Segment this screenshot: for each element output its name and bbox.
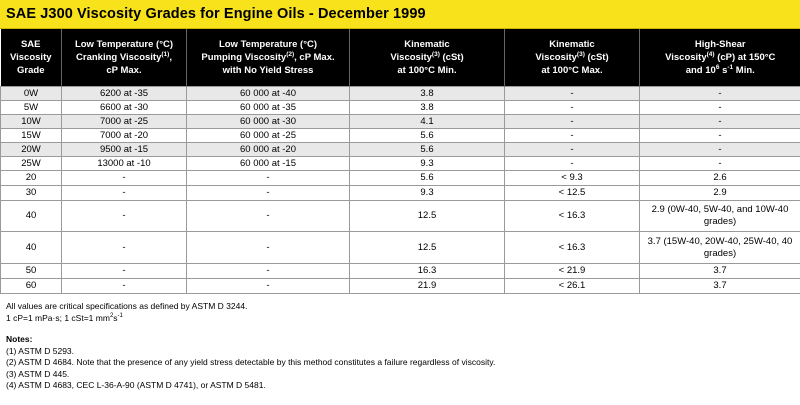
table-row (1, 279, 800, 294)
header-pumping-viscosity: Low Temperature (°C) Pumping Viscosity$^{(2)}$, cP Max. with No Yield Stress (187, 29, 350, 87)
cell-kin-min: 12.5 (350, 232, 505, 264)
cell-grade: 30 (1, 186, 62, 201)
cell-kin-max: < 9.3 (505, 171, 640, 186)
header-cranking-viscosity: Low Temperature (°C) Cranking Viscosity$^{(1)}$, cP Max. (62, 29, 187, 87)
table-row (1, 264, 800, 279)
cell-pumping: 60 000 at -30 (187, 115, 350, 129)
cell-kin-min: 21.9 (350, 279, 505, 294)
cell-pumping: 60 000 at -35 (187, 101, 350, 115)
table-header (1, 29, 800, 87)
cell-kin-min: 5.6 (350, 143, 505, 157)
cell-high-shear: - (640, 129, 800, 143)
cell-high-shear: - (640, 157, 800, 171)
cell-grade: 15W (1, 129, 62, 143)
cell-pumping: - (187, 264, 350, 279)
units-note: 1 cP=1 mPa·s; 1 cSt=1 $mm^2s^{-1}$ (6, 312, 123, 323)
cell-high-shear: 2.6 (640, 171, 800, 186)
cell-cranking: 7000 at -25 (62, 115, 187, 129)
cell-kin-max: < 16.3 (505, 201, 640, 232)
cell-high-shear: - (640, 87, 800, 101)
cell-grade: 60 (1, 279, 62, 294)
cell-kin-min: 5.6 (350, 171, 505, 186)
cell-kin-min: 4.1 (350, 115, 505, 129)
table-row (1, 143, 800, 157)
cell-kin-min: 16.3 (350, 264, 505, 279)
cell-cranking: - (62, 232, 187, 264)
cell-high-shear: - (640, 101, 800, 115)
cell-kin-max: < 21.9 (505, 264, 640, 279)
cell-kin-min: 3.8 (350, 87, 505, 101)
header-high-shear: High-Shear Viscosity$^{(4)}$ (cP) at 150°C and $10^6$ $s^{-1}$ Min. (640, 29, 800, 87)
cell-high-shear: 2.9 (640, 186, 800, 201)
cell-pumping: - (187, 186, 350, 201)
cell-high-shear: 3.7 (15W-40, 20W-40, 25W-40, 40 grades) (640, 232, 800, 264)
cell-cranking: 7000 at -20 (62, 129, 187, 143)
table-row (1, 129, 800, 143)
table-row (1, 101, 800, 115)
table-row (1, 232, 800, 264)
cell-kin-max: < 16.3 (505, 232, 640, 264)
note-item: (3) ASTM D 445. (6, 368, 70, 379)
cell-pumping: - (187, 171, 350, 186)
table-body (1, 87, 800, 294)
cell-kin-min: 9.3 (350, 186, 505, 201)
cell-cranking: 6600 at -30 (62, 101, 187, 115)
cell-cranking: 6200 at -35 (62, 87, 187, 101)
cell-high-shear: - (640, 143, 800, 157)
cell-kin-min: 9.3 (350, 157, 505, 171)
notes-heading: Notes: (6, 334, 33, 344)
header-row (1, 29, 800, 87)
cell-high-shear: 3.7 (640, 279, 800, 294)
cell-cranking: 13000 at -10 (62, 157, 187, 171)
cell-cranking: 9500 at -15 (62, 143, 187, 157)
cell-pumping: - (187, 201, 350, 232)
cell-grade: 50 (1, 264, 62, 279)
cell-grade: 5W (1, 101, 62, 115)
cell-grade: 20W (1, 143, 62, 157)
cell-kin-max: - (505, 101, 640, 115)
notes-section (0, 294, 800, 392)
title-bar (0, 0, 800, 29)
header-kinematic-min: Kinematic Viscosity$^{(3)}$ (cSt) at 100°C Min. (350, 29, 505, 87)
cell-high-shear: 2.9 (0W-40, 5W-40, and 10W-40 grades) (640, 201, 800, 232)
cell-kin-max: < 12.5 (505, 186, 640, 201)
cell-kin-max: - (505, 115, 640, 129)
cell-kin-max: - (505, 143, 640, 157)
cell-pumping: - (187, 232, 350, 264)
table-row (1, 171, 800, 186)
cell-pumping: 60 000 at -40 (187, 87, 350, 101)
table-row (1, 186, 800, 201)
table-row (1, 157, 800, 171)
cell-kin-max: - (505, 157, 640, 171)
page-title: SAE J300 Viscosity Grades for Engine Oils - December 1999 (6, 6, 426, 22)
note-item: (4) ASTM D 4683, CEC L-36-A-90 (ASTM D 4741), or ASTM D 5481. (6, 380, 266, 390)
cell-grade: 40 (1, 201, 62, 232)
cell-kin-max: < 26.1 (505, 279, 640, 294)
header-sae-grade: SAE Viscosity Grade (1, 29, 62, 87)
cell-pumping: 60 000 at -15 (187, 157, 350, 171)
cell-kin-min: 5.6 (350, 129, 505, 143)
cell-cranking: - (62, 186, 187, 201)
table-row (1, 87, 800, 101)
cell-kin-min: 3.8 (350, 101, 505, 115)
cell-pumping: - (187, 279, 350, 294)
cell-high-shear: 3.7 (640, 264, 800, 279)
table-row (1, 115, 800, 129)
note-item: (2) ASTM D 4684. Note that the presence of any yield stress detectable by this method constitutes a failure regardless of viscosity. (6, 357, 496, 367)
table-row (1, 201, 800, 232)
cell-cranking: - (62, 264, 187, 279)
cell-grade: 0W (1, 87, 62, 101)
cell-grade: 20 (1, 171, 62, 186)
cell-cranking: - (62, 201, 187, 232)
viscosity-grades-table (0, 29, 800, 294)
header-kinematic-max: Kinematic Viscosity$^{(3)}$ (cSt) at 100°C Max. (505, 29, 640, 87)
cell-kin-max: - (505, 87, 640, 101)
cell-cranking: - (62, 279, 187, 294)
cell-grade: 25W (1, 157, 62, 171)
cell-grade: 40 (1, 232, 62, 264)
cell-kin-max: - (505, 129, 640, 143)
cell-pumping: 60 000 at -25 (187, 129, 350, 143)
cell-cranking: - (62, 171, 187, 186)
cell-kin-min: 12.5 (350, 201, 505, 232)
cell-grade: 10W (1, 115, 62, 129)
critical-spec-note: All values are critical specifications as defined by ASTM D 3244. (6, 301, 248, 311)
cell-high-shear: - (640, 115, 800, 129)
cell-pumping: 60 000 at -20 (187, 143, 350, 157)
note-item: (1) ASTM D 5293. (6, 345, 75, 356)
